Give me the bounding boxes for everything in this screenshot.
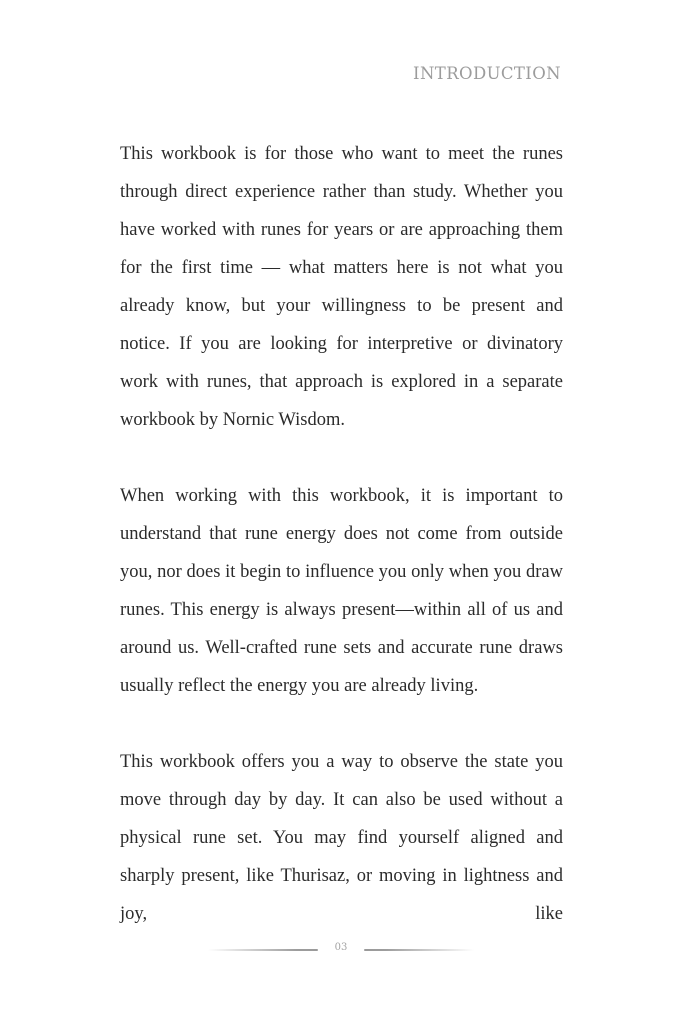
page-number: 03 xyxy=(334,942,348,953)
footer-ornament-left xyxy=(208,949,318,951)
paragraph-intro: This workbook is for those who want to meet the runes through direct experience rather than study. Whether you have worked with runes for years or are approaching them for the first time — what matters here is not what you already know, but your willingness to be present and notice. If you are looking for interpretive or divinatory work with runes, that approach is explored in a separate workbook by Nornic Wisdom. xyxy=(120,144,563,430)
footer-ornament-right xyxy=(364,949,474,951)
body-text xyxy=(120,135,563,971)
paragraph-rune-energy: When working with this workbook, it is important to understand that rune energy does not come from outside you, nor does it begin to influence you only when you draw runes. This energy is always present—within all of us and around us. Well-crafted rune sets and accurate rune draws usually reflect the energy you are already living. xyxy=(120,486,563,696)
paragraph-observation: This workbook offers you a way to observe the state you move through day by day. It can also be used without a physical rune set. You may find yourself aligned and sharply present, like Thurisaz, or moving in lightness and joy, like xyxy=(120,752,563,924)
section-title: INTRODUCTION xyxy=(413,64,561,83)
page-footer xyxy=(0,941,682,959)
